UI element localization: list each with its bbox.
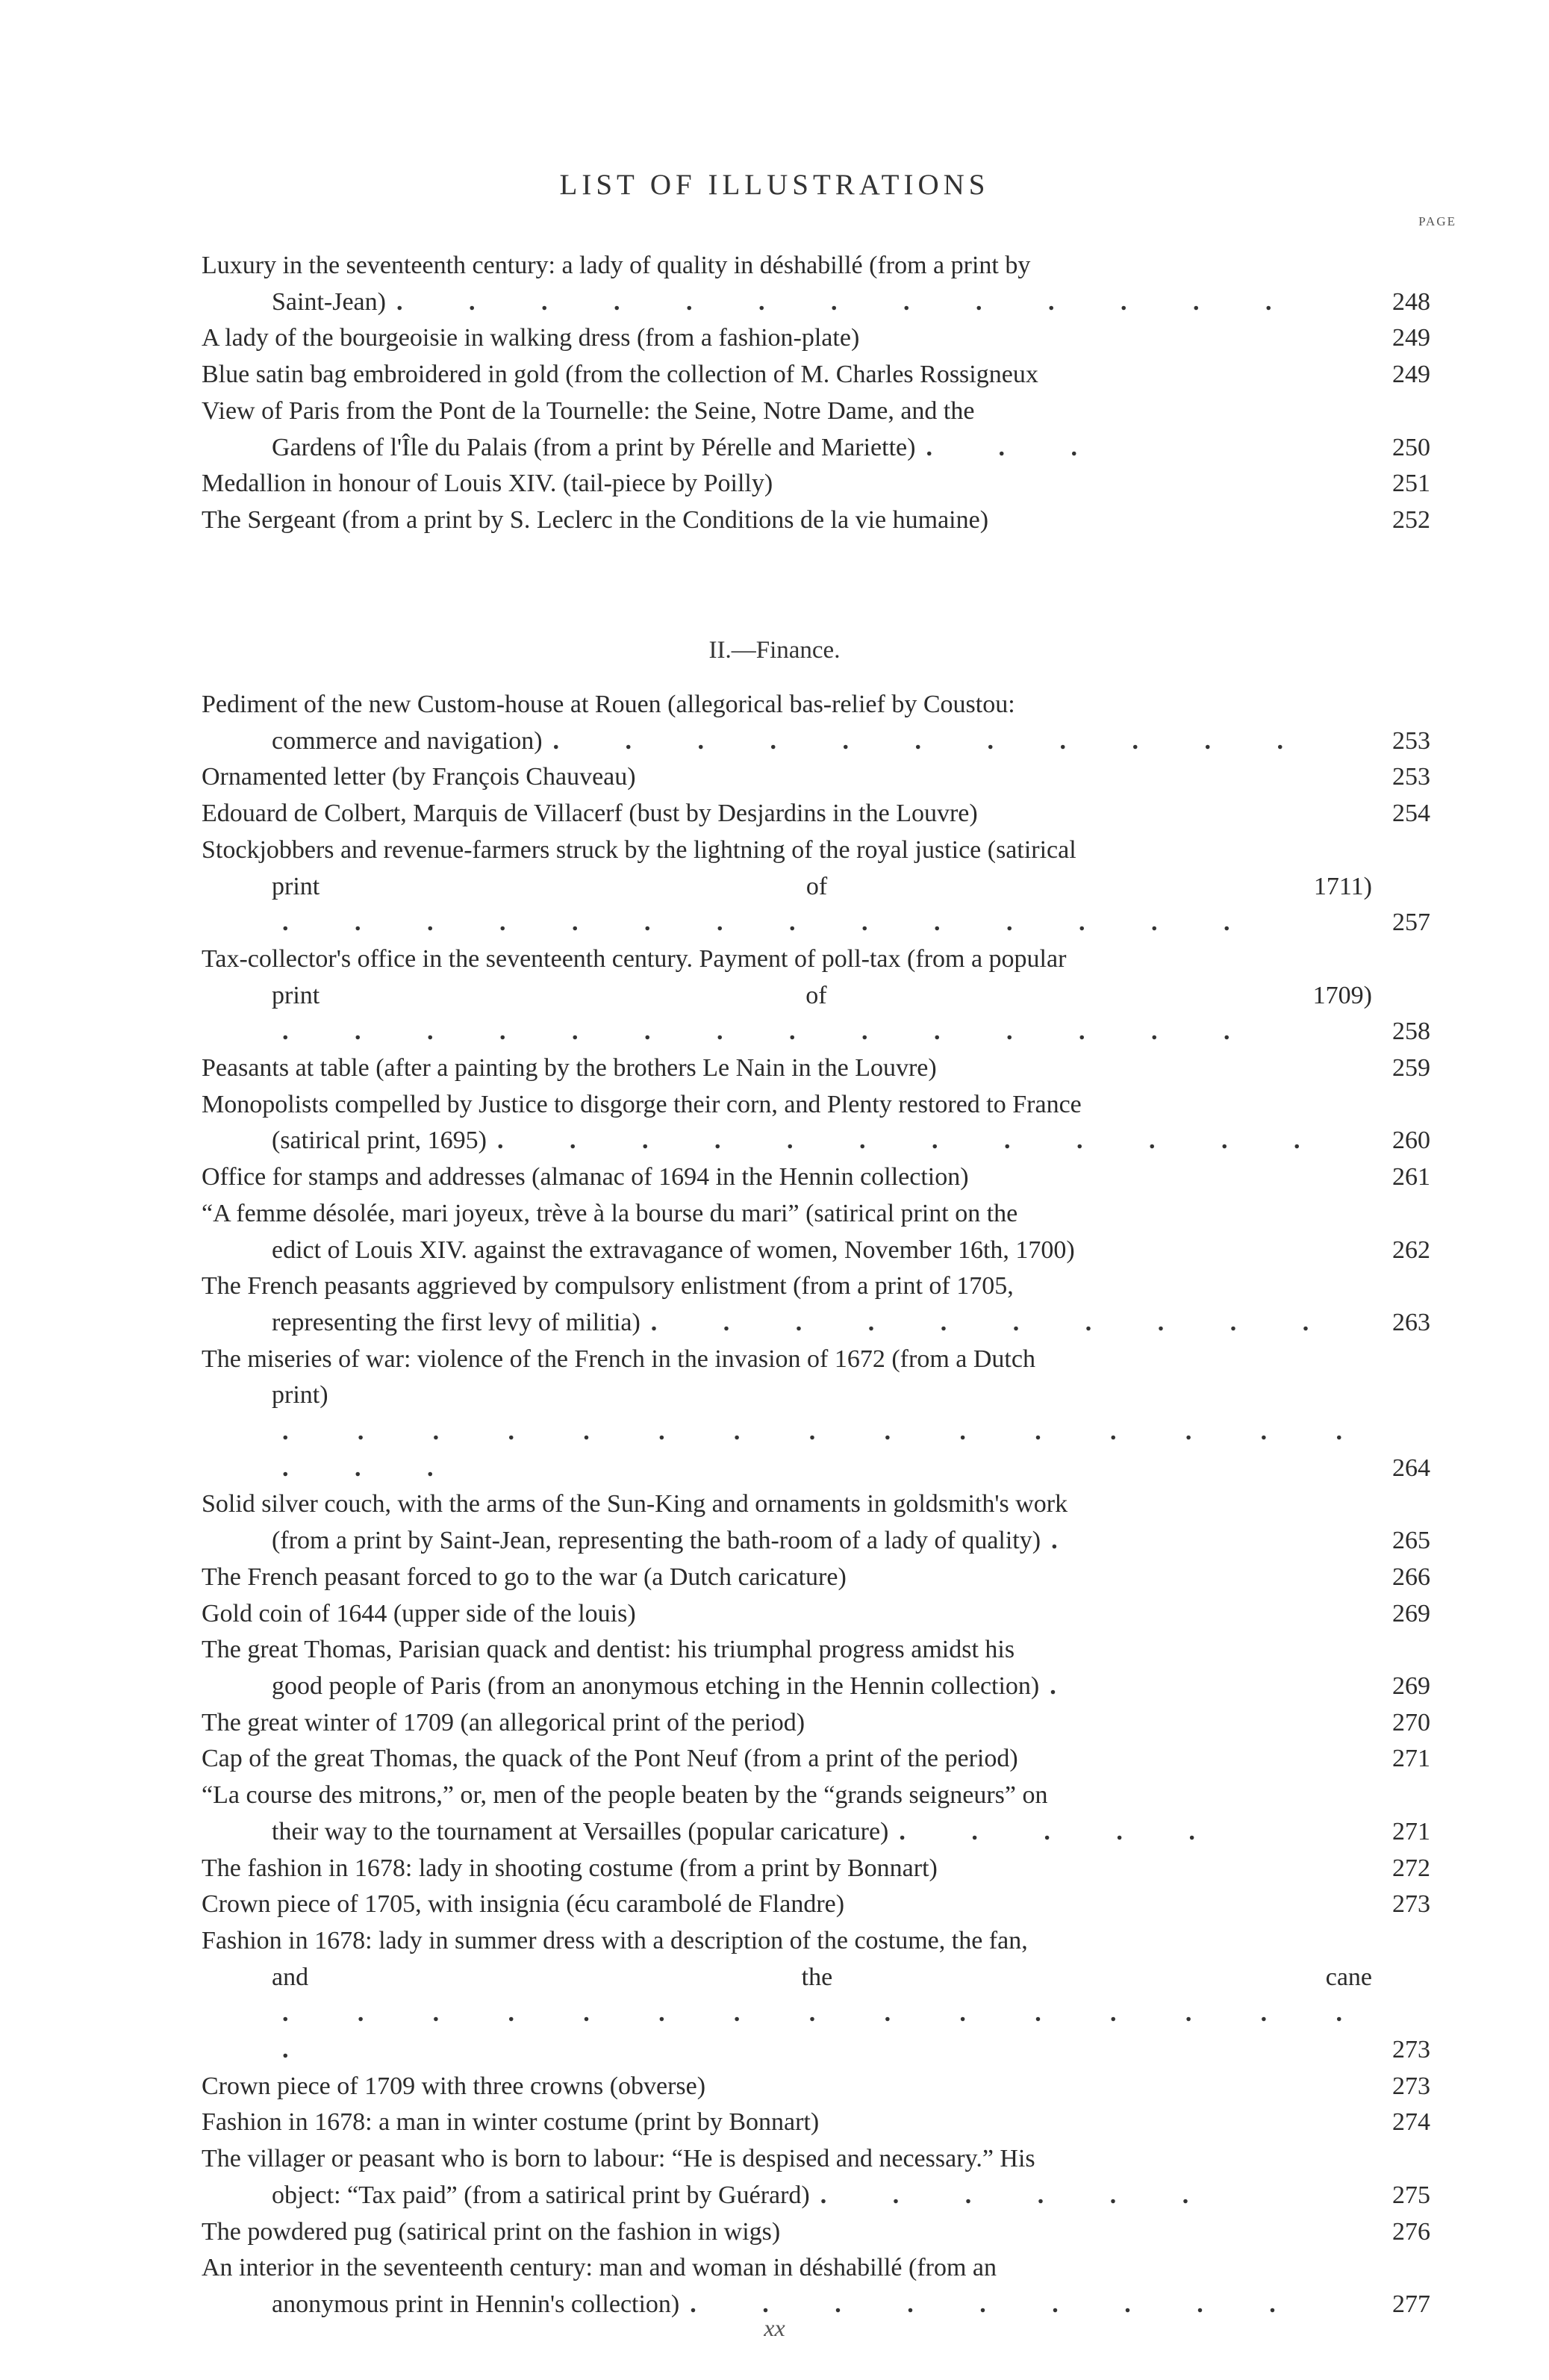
entry-text-continuation [202,1960,1372,2069]
entry-text-continuation [202,2178,1372,2214]
page-number: 271 [1392,1817,1430,1845]
entry-text-continuation [202,978,1372,1050]
page-number: 274 [1392,2108,1430,2137]
entry-text-continuation [202,869,1372,941]
dot-leader: . . . . . . . . . . . . [496,1127,1330,1155]
list-entry [202,466,1430,502]
entry-text-continuation-text: print of 1709) [272,981,1372,1009]
page-number: 251 [1392,470,1430,498]
page-number: 252 [1392,505,1430,534]
list-entry [202,1486,1430,1559]
dot-leader: . . . . . . [820,2181,1219,2209]
page-number: 273 [1392,1890,1430,1919]
entry-text: The great winter of 1709 (an allegorical print of the period) [202,1708,805,1736]
entry-text-continuation-text: print of 1711) [272,872,1372,900]
page-number: 271 [1392,1745,1430,1773]
list-entry [202,1560,1430,1596]
page-number: 249 [1392,324,1430,352]
entry-text-continuation-text: Saint-Jean) [272,287,386,316]
entry-text-continuation-text: (satirical print, 1695) [272,1127,487,1155]
list-entry [202,759,1430,796]
entry-description [202,1851,1372,1887]
entry-text-continuation-text: anonymous print in Hennin's collection) [272,2290,680,2318]
list-entry [202,1087,1430,1159]
entry-description [202,320,1372,357]
entry-text: Luxury in the seventeenth century: a lady of quality in déshabillé (from a print by [202,252,1031,279]
page-number: 276 [1392,2217,1430,2246]
entry-description [202,1196,1372,1268]
entry-text-continuation-text: edict of Louis XIV. against the extravagance of women, November 16th, 1700) [272,1236,1075,1264]
list-entry [202,1887,1430,1923]
page-number: 259 [1392,1054,1430,1082]
entry-description [202,1087,1372,1159]
entry-text: Cap of the great Thomas, the quack of the Pont Neuf (from a print of the period) [202,1745,1018,1773]
entry-text: Tax-collector's office in the seventeenth century. Payment of poll-tax (from a popular [202,944,1067,973]
list-entry [202,2105,1430,2141]
page-column-label: PAGE [1418,214,1456,228]
page-number: 263 [1392,1308,1430,1336]
page-number: 266 [1392,1563,1430,1591]
page-number: 277 [1392,2290,1430,2318]
dot-leader: . . . . . . . . . . . . . . . . [282,1999,1372,2064]
entry-text: “A femme désolée, mari joyeux, trève à la bourse du mari” (satirical print on the [202,1199,1018,1227]
entry-text: The fashion in 1678: lady in shooting costume (from a print by Bonnart) [202,1854,938,1882]
list-entry [202,832,1430,941]
entry-text: Gold coin of 1644 (upper side of the louis) [202,1599,636,1627]
entry-text: Fashion in 1678: lady in summer dress with a description of the costume, the fan, [202,1926,1028,1954]
entry-description [202,1632,1372,1704]
page-number: 262 [1392,1236,1430,1264]
dot-leader: . [1050,1672,1086,1700]
entry-text-continuation [202,723,1372,760]
entry-text-continuation-text: print) [272,1381,328,1409]
entry-text-continuation-text: and the cane [272,1963,1372,1991]
entry-text-continuation [202,1814,1372,1851]
list-entry [202,2069,1430,2105]
entry-description [202,2250,1372,2323]
entry-text-continuation [202,284,1372,321]
entry-description [202,1705,1372,1742]
entry-description [202,759,1372,796]
entry-description [202,2069,1372,2105]
page-number: 253 [1392,763,1430,791]
entry-text: The French peasant forced to go to the war (a Dutch caricature) [202,1563,847,1591]
entry-text-continuation [202,1523,1372,1560]
entry-description [202,1268,1372,1341]
entry-text: The powdered pug (satirical print on the fashion in wigs) [202,2217,781,2246]
dot-leader: . . . . . . . . . . . . . . [282,1018,1260,1046]
entry-description [202,502,1372,539]
page-number: 272 [1392,1854,1430,1882]
page-title: LIST OF ILLUSTRATIONS [559,169,990,201]
entry-text: Stockjobbers and revenue-farmers struck by the lightning of the royal justice (satirical [202,835,1076,864]
dot-leader: . . . . . . . . . . . [552,726,1314,755]
entry-text-continuation-text: commerce and navigation) [272,726,543,755]
entry-text: Crown piece of 1705, with insignia (écu carambolé de Flandre) [202,1890,845,1919]
list-entry [202,357,1430,393]
entry-description [202,248,1372,320]
entry-text: A lady of the bourgeoisie in walking dress (from a fashion-plate) [202,324,860,352]
entry-text: Medallion in honour of Louis XIV. (tail-piece by Poilly) [202,470,773,498]
list-entry [202,1923,1430,2069]
entry-description [202,393,1372,466]
entry-text: Crown piece of 1709 with three crowns (obverse) [202,2072,706,2100]
entry-description [202,1741,1372,1778]
entry-description [202,1923,1372,2069]
entry-description [202,1159,1372,1196]
entry-text: Ornamented letter (by François Chauveau) [202,763,636,791]
list-entry [202,1050,1430,1087]
entry-description [202,2214,1372,2251]
entry-text: View of Paris from the Pont de la Tournelle: the Seine, Notre Dame, and the [202,396,975,425]
page-number: 254 [1392,800,1430,828]
entry-description [202,2141,1372,2214]
dot-leader: . . . . . . . . . . [650,1308,1339,1336]
list-entry [202,2250,1430,2323]
page-folio: xx [764,2314,785,2341]
dot-leader: . . . . . . . . . . . . . . . . . . [282,1418,1372,1482]
list-entry [202,1851,1430,1887]
page-number: 250 [1392,433,1430,461]
page-number: 248 [1392,287,1430,316]
page-number: 275 [1392,2181,1430,2209]
page-number: 249 [1392,361,1430,389]
entry-description [202,832,1372,941]
entry-description [202,1050,1372,1087]
page-number: 273 [1392,2036,1430,2064]
page-number: 269 [1392,1599,1430,1627]
list-entry [202,796,1430,832]
entry-description [202,1560,1372,1596]
list-entry [202,248,1430,320]
illustrations-list-finance [202,687,1430,2323]
entry-text: Pediment of the new Custom-house at Rouen (allegorical bas-relief by Coustou: [202,691,1015,718]
entry-text-continuation [202,430,1372,467]
page-number: 270 [1392,1708,1430,1736]
page-number: 264 [1392,1454,1430,1482]
list-entry [202,1741,1430,1778]
entry-description [202,687,1372,759]
entry-text: Solid silver couch, with the arms of the Sun-King and ornaments in goldsmith's work [202,1490,1068,1518]
entry-text-continuation [202,1669,1372,1705]
dot-leader: . . . [926,433,1107,461]
entry-text-continuation-text: object: “Tax paid” (from a satirical print by Guérard) [272,2181,810,2209]
page-number: 260 [1392,1127,1430,1155]
list-entry [202,1705,1430,1742]
entry-text: The villager or peasant who is born to labour: “He is despised and necessary.” His [202,2145,1035,2173]
entry-description [202,2105,1372,2141]
entry-text: Blue satin bag embroidered in gold (from the collection of M. Charles Rossigneux [202,361,1038,389]
entry-description [202,1778,1372,1850]
page-number: 261 [1392,1163,1430,1191]
entry-text: “La course des mitrons,” or, men of the people beaten by the “grands seigneurs” on [202,1781,1048,1810]
entry-description [202,466,1372,502]
list-entry [202,1342,1430,1487]
list-entry [202,1159,1430,1196]
list-entry [202,1196,1430,1268]
list-entry [202,1268,1430,1341]
list-entry [202,687,1430,759]
list-entry [202,502,1430,539]
dot-leader: . . . . . . . . . [690,2290,1306,2318]
entry-text: The great Thomas, Parisian quack and dentist: his triumphal progress amidst his [202,1636,1015,1664]
entry-text: Fashion in 1678: a man in winter costume (print by Bonnart) [202,2108,820,2137]
page-number: 258 [1392,1018,1430,1046]
entry-text-continuation [202,1233,1372,1269]
list-entry [202,320,1430,357]
illustrations-list-part-1 [202,248,1430,539]
entry-text: The French peasants aggrieved by compulsory enlistment (from a print of 1705, [202,1272,1014,1300]
entry-description [202,357,1372,393]
entry-text-continuation-text: their way to the tournament at Versailles (popular caricature) [272,1817,889,1845]
entry-text-continuation-text: representing the first levy of militia) [272,1308,641,1336]
list-entry [202,1632,1430,1704]
entry-text: Edouard de Colbert, Marquis de Villacerf (bust by Desjardins in the Louvre) [202,800,978,828]
page-number: 253 [1392,726,1430,755]
entry-text-continuation [202,1305,1372,1342]
entry-description [202,1887,1372,1923]
entry-text-continuation [202,1123,1372,1159]
dot-leader: . . . . . . . . . . . . . . [282,909,1260,937]
entry-description [202,1342,1372,1487]
list-entry [202,393,1430,466]
entry-text: Peasants at table (after a painting by the brothers Le Nain in the Louvre) [202,1054,937,1082]
entry-text: Monopolists compelled by Justice to disgorge their corn, and Plenty restored to France [202,1090,1082,1118]
entry-text-continuation-text: Gardens of l'Île du Palais (from a print by Pérelle and Mariette) [272,433,916,461]
page-number: 269 [1392,1672,1430,1700]
entry-text: The Sergeant (from a print by S. Leclerc in the Conditions de la vie humaine) [202,505,989,534]
entry-description [202,796,1372,832]
entry-text-continuation-text: good people of Paris (from an anonymous etching in the Hennin collection) [272,1672,1040,1700]
entry-text-continuation [202,1377,1372,1486]
entry-description [202,1596,1372,1633]
entry-description [202,941,1372,1050]
list-entry [202,2214,1430,2251]
entry-text: Office for stamps and addresses (almanac of 1694 in the Hennin collection) [202,1163,969,1191]
section-heading-finance: II.—Finance. [708,637,841,664]
entry-text: An interior in the seventeenth century: man and woman in déshabillé (from an [202,2254,997,2282]
page-number: 273 [1392,2072,1430,2100]
dot-leader: . [1051,1527,1088,1555]
dot-leader: . . . . . . . . . . . . . [396,287,1302,316]
entry-text: The miseries of war: violence of the French in the invasion of 1672 (from a Dutch [202,1345,1035,1373]
page-number: 265 [1392,1527,1430,1555]
list-entry [202,941,1430,1050]
list-entry [202,1596,1430,1633]
page-number: 257 [1392,909,1430,937]
list-entry [202,2141,1430,2214]
list-entry [202,1778,1430,1850]
entry-description [202,1486,1372,1559]
dot-leader: . . . . . [899,1817,1225,1845]
entry-text-continuation-text: (from a print by Saint-Jean, representing the bath-room of a lady of quality) [272,1527,1041,1555]
